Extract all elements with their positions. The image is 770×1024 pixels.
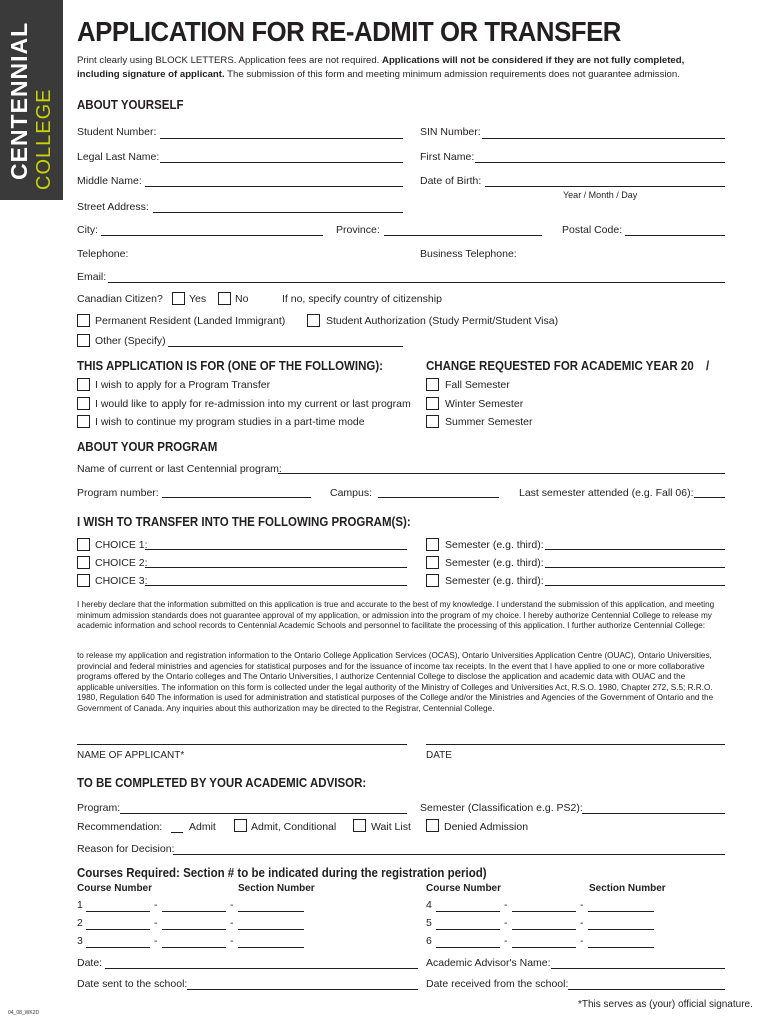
course-section-field[interactable]	[162, 911, 226, 912]
admit-conditional-checkbox[interactable]	[234, 819, 247, 832]
course-dash: -	[230, 917, 234, 929]
section-number-header-left: Section Number	[238, 883, 315, 894]
page-title: APPLICATION FOR RE-ADMIT OR TRANSFER	[77, 16, 621, 47]
part-time-checkbox[interactable]	[77, 415, 90, 428]
permanent-resident-label: Permanent Resident (Landed Immigrant)	[95, 315, 286, 327]
citizen-yes-checkbox[interactable]	[172, 292, 185, 305]
middle-name-label: Middle Name:	[77, 175, 142, 187]
intro-text: Print clearly using BLOCK LETTERS. Application fees are not required. Applications will not be considered if they are not fully completed, including signature of applicant. The submission of this form and meeting minimum admission requirements does not guarantee admission.	[77, 55, 685, 80]
course-row-number: 5	[426, 917, 432, 929]
province-label: Province:	[336, 224, 380, 236]
citizenship-note: If no, specify country of citizenship	[282, 293, 442, 305]
last-semester-label: Last semester attended (e.g. Fall 06):	[519, 487, 694, 499]
last-semester-field[interactable]	[694, 497, 725, 498]
transfer-heading: I WISH TO TRANSFER INTO THE FOLLOWING PROGRAM(S):	[77, 515, 411, 529]
declaration-paragraph-1: I hereby declare that the information submitted on this application is true and accurate to the best of my knowledge. I understand the submission of this application, and meeting minimum admission standards does not guarantee approval of my application, or admission into the program of my choice. I hereby authorize Centennial College to release my academic information and school records to Centennial Academic Schools and personnel to facilitate the processing of this application. I further authorize Centennial College:	[77, 600, 715, 631]
program-name-label: Name of current or last Centennial program:	[77, 463, 282, 475]
postal-code-field[interactable]	[625, 235, 725, 236]
date-sent-label: Date sent to the school:	[77, 978, 188, 990]
svg-text:COLLEGE: COLLEGE	[33, 88, 55, 190]
permanent-resident-checkbox[interactable]	[77, 314, 90, 327]
canadian-citizen-label: Canadian Citizen?	[77, 293, 163, 305]
course-number-field[interactable]	[436, 929, 500, 930]
advisor-name-field[interactable]	[551, 968, 725, 969]
email-label: Email:	[77, 271, 107, 283]
course-dash: -	[154, 917, 158, 929]
advisor-program-label: Program:	[77, 802, 121, 814]
course-number-field[interactable]	[436, 911, 500, 912]
course-section-field[interactable]	[588, 911, 654, 912]
choice1-field[interactable]	[145, 549, 407, 550]
choice2-semester-field[interactable]	[545, 567, 725, 568]
course-section-field[interactable]	[512, 911, 576, 912]
sin-number-label: SIN Number:	[420, 126, 481, 138]
signature-date-label: DATE	[426, 750, 452, 761]
about-program-heading: ABOUT YOUR PROGRAM	[77, 440, 218, 454]
readmission-checkbox[interactable]	[77, 397, 90, 410]
course-dash: -	[580, 917, 584, 929]
choice2-semester-checkbox[interactable]	[426, 556, 439, 569]
student-number-field[interactable]	[160, 138, 403, 139]
email-field[interactable]	[108, 282, 725, 283]
other-status-checkbox[interactable]	[77, 334, 90, 347]
about-yourself-heading: ABOUT YOURSELF	[77, 98, 184, 112]
course-section-field[interactable]	[512, 947, 576, 948]
date-sent-field[interactable]	[187, 989, 418, 990]
denied-admission-checkbox[interactable]	[426, 819, 439, 832]
student-authorization-checkbox[interactable]	[307, 314, 320, 327]
date-received-field[interactable]	[568, 989, 725, 990]
campus-label: Campus:	[330, 487, 373, 499]
course-dash: -	[504, 899, 508, 911]
first-name-field[interactable]	[475, 162, 725, 163]
course-section-field[interactable]	[238, 947, 304, 948]
citizen-no-label: No	[235, 293, 249, 305]
winter-semester-checkbox[interactable]	[426, 397, 439, 410]
fall-semester-label: Fall Semester	[445, 379, 510, 391]
course-dash: -	[504, 935, 508, 947]
student-number-label: Student Number:	[77, 126, 157, 138]
wait-list-checkbox[interactable]	[353, 819, 366, 832]
choice2-semester-label: Semester (e.g. third):	[445, 557, 544, 569]
course-section-field[interactable]	[162, 947, 226, 948]
course-row-number: 1	[77, 899, 83, 911]
choice1-label: CHOICE 1:	[95, 539, 148, 551]
choice3-semester-checkbox[interactable]	[426, 574, 439, 587]
date-received-label: Date received from the school:	[426, 978, 569, 990]
campus-field[interactable]	[378, 497, 499, 498]
form-code: 04_08_WK2D	[8, 1010, 40, 1016]
business-telephone-label: Business Telephone:	[420, 248, 517, 260]
summer-semester-label: Summer Semester	[445, 416, 533, 428]
course-section-field[interactable]	[512, 929, 576, 930]
course-row-number: 3	[77, 935, 83, 947]
course-number-field[interactable]	[86, 947, 150, 948]
courses-heading: Courses Required: Section # to be indicated during the registration period)	[77, 866, 487, 880]
student-authorization-label: Student Authorization (Study Permit/Student Visa)	[326, 315, 559, 327]
program-transfer-checkbox[interactable]	[77, 378, 90, 391]
course-section-field[interactable]	[162, 929, 226, 930]
postal-code-label: Postal Code:	[562, 224, 623, 236]
course-dash: -	[230, 935, 234, 947]
advisor-semester-label: Semester (Classification e.g. PS2):	[420, 802, 583, 814]
choice3-semester-field[interactable]	[545, 585, 725, 586]
fall-semester-checkbox[interactable]	[426, 378, 439, 391]
wait-list-label: Wait List	[371, 821, 411, 833]
course-section-field[interactable]	[238, 929, 304, 930]
province-field[interactable]	[384, 235, 542, 236]
section-number-header-right: Section Number	[589, 883, 666, 894]
applicant-signature-field[interactable]	[77, 744, 407, 745]
course-number-header-left: Course Number	[77, 883, 153, 894]
city-field[interactable]	[101, 235, 323, 236]
declaration-paragraph-2: to release my application and registration information to the Ontario College Application Services (OCAS), Ontario Universities Application Centre (OUAC), Ontario Universities, provincial and federal ministries and agencies for statistical purposes and for the issuance of income tax receipts. In the event that I have applied to one or more collaborative programs offered by the Ontario colleges and The Ontario Universities, I authorize Centennial College to disclose the application and academic data with OUAC and the applicable universities. The information on this form is collected under the legal authority of the Ministry of Colleges and Universities Act, R.S.O. 1980, Chapter 272, S.5; R.R.O. 1980, Regulation 640 The information is used for administration and statistical purposes of the College and/or the Ministries and Agencies of the Government of Ontario and the Government of Canada. Any inquiries about this authorization may be directed to the Registrar, Centennial College.	[77, 651, 714, 713]
choice3-label: CHOICE 3:	[95, 575, 148, 587]
choice3-semester-label: Semester (e.g. third):	[445, 575, 544, 587]
advisor-heading: TO BE COMPLETED BY YOUR ACADEMIC ADVISOR:	[77, 776, 367, 790]
choice2-field[interactable]	[145, 567, 407, 568]
course-row-number: 6	[426, 935, 432, 947]
other-status-label: Other (Specify)	[95, 335, 166, 347]
reason-label: Reason for Decision:	[77, 843, 175, 855]
advisor-date-label: Date:	[77, 957, 103, 969]
choice1-semester-field[interactable]	[545, 549, 725, 550]
advisor-date-field[interactable]	[105, 968, 418, 969]
course-number-field[interactable]	[86, 911, 150, 912]
street-address-field[interactable]	[153, 212, 403, 213]
course-number-field[interactable]	[436, 947, 500, 948]
choice1-semester-label: Semester (e.g. third):	[445, 539, 544, 551]
advisor-semester-field[interactable]	[582, 813, 725, 814]
legal-last-name-label: Legal Last Name:	[77, 151, 160, 163]
date-of-birth-label: Date of Birth:	[420, 175, 482, 187]
choice2-checkbox[interactable]	[77, 556, 90, 569]
course-number-field[interactable]	[86, 929, 150, 930]
admit-label: Admit	[189, 821, 216, 833]
winter-semester-label: Winter Semester	[445, 398, 524, 410]
course-dash: -	[154, 899, 158, 911]
choice1-checkbox[interactable]	[77, 538, 90, 551]
course-section-field[interactable]	[588, 947, 654, 948]
course-dash: -	[504, 917, 508, 929]
program-number-label: Program number:	[77, 487, 159, 499]
course-dash: -	[230, 899, 234, 911]
citizen-no-checkbox[interactable]	[218, 292, 231, 305]
program-number-field[interactable]	[162, 497, 311, 498]
choice2-label: CHOICE 2:	[95, 557, 148, 569]
advisor-program-field[interactable]	[120, 813, 407, 814]
street-address-label: Street Address:	[77, 201, 149, 213]
course-dash: -	[154, 935, 158, 947]
change-requested-heading: CHANGE REQUESTED FOR ACADEMIC YEAR 20	[426, 359, 694, 373]
admit-field[interactable]	[171, 832, 183, 833]
academic-year-slash: /	[706, 359, 710, 373]
svg-text:CENTENNIAL: CENTENNIAL	[6, 21, 32, 180]
citizen-yes-label: Yes	[189, 293, 207, 305]
part-time-label: I wish to continue my program studies in a part-time mode	[95, 416, 365, 428]
other-status-field[interactable]	[168, 346, 403, 347]
summer-semester-checkbox[interactable]	[426, 415, 439, 428]
program-name-field[interactable]	[278, 473, 725, 474]
applicant-name-label: NAME OF APPLICANT*	[77, 750, 185, 761]
official-signature-note: *This serves as (your) official signature.	[578, 999, 753, 1010]
legal-last-name-field[interactable]	[160, 162, 403, 163]
course-dash: -	[580, 899, 584, 911]
course-section-field[interactable]	[238, 911, 304, 912]
recommendation-label: Recommendation:	[77, 821, 163, 833]
course-number-header-right: Course Number	[426, 883, 502, 894]
telephone-label: Telephone:	[77, 248, 129, 260]
reason-field[interactable]	[173, 854, 725, 855]
course-section-field[interactable]	[588, 929, 654, 930]
course-row-number: 2	[77, 917, 83, 929]
application-for-heading: THIS APPLICATION IS FOR (ONE OF THE FOLLOWING):	[77, 359, 384, 373]
first-name-label: First Name:	[420, 151, 475, 163]
course-dash: -	[580, 935, 584, 947]
city-label: City:	[77, 224, 98, 236]
signature-date-field[interactable]	[426, 744, 725, 745]
choice1-semester-checkbox[interactable]	[426, 538, 439, 551]
centennial-college-logo	[0, 0, 63, 200]
choice3-checkbox[interactable]	[77, 574, 90, 587]
date-of-birth-field[interactable]	[485, 186, 725, 187]
advisor-name-label: Academic Advisor's Name:	[426, 957, 551, 969]
course-row-number: 4	[426, 899, 432, 911]
program-transfer-label: I wish to apply for a Program Transfer	[95, 379, 271, 391]
choice3-field[interactable]	[145, 585, 407, 586]
dob-hint: Year / Month / Day	[563, 190, 638, 200]
admit-conditional-label: Admit, Conditional	[251, 821, 337, 833]
sin-number-field[interactable]	[482, 138, 725, 139]
readmission-label: I would like to apply for re-admission into my current or last program	[95, 398, 411, 410]
middle-name-field[interactable]	[145, 186, 403, 187]
denied-admission-label: Denied Admission	[444, 821, 529, 833]
